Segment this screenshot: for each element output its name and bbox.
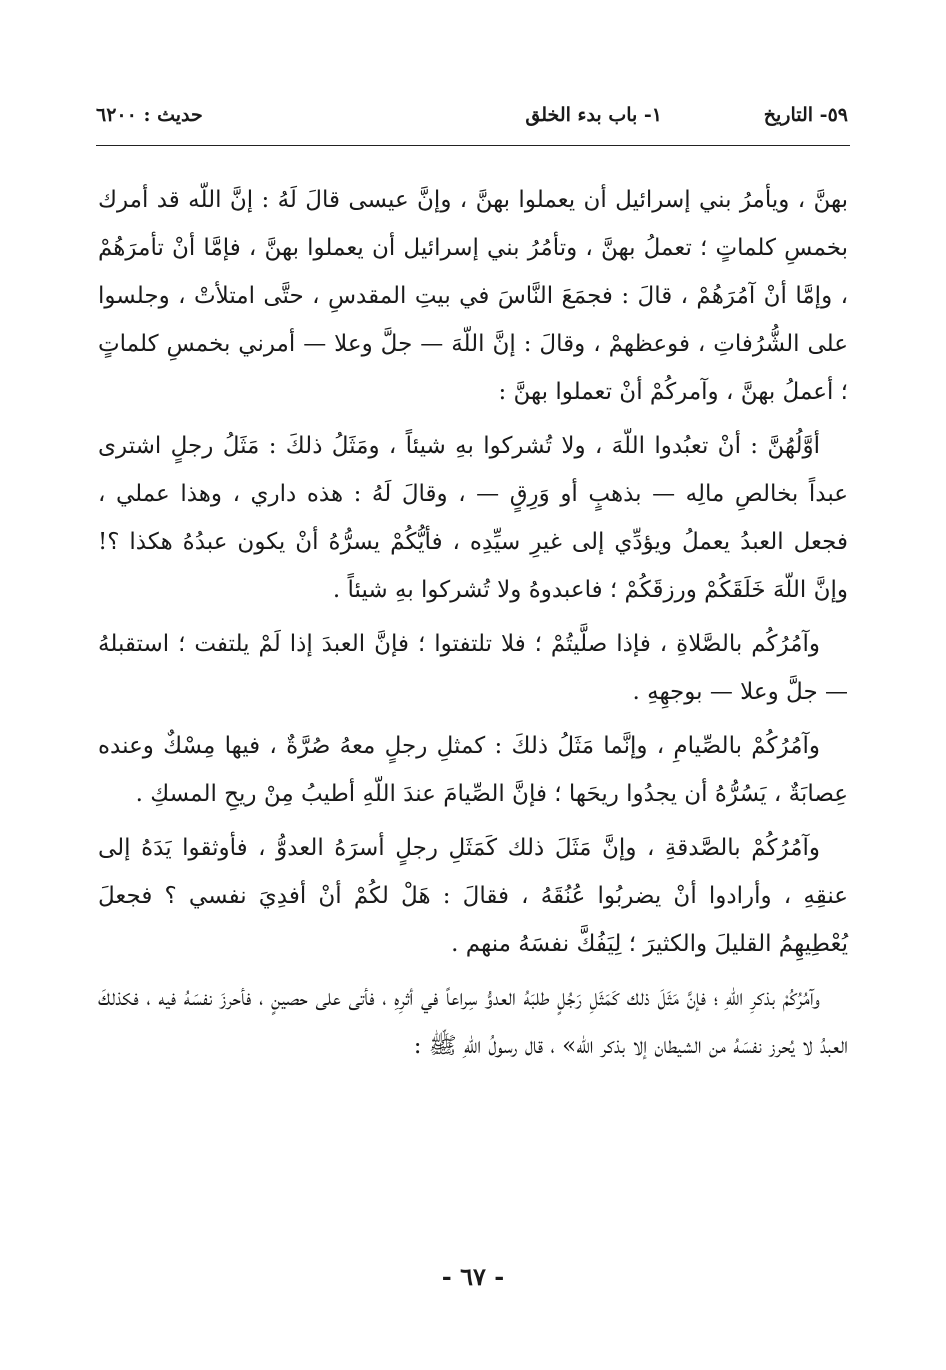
paragraph: وآمُرُكُمْ بذكرِ اللّهِ ؛ فإنَّ مَثَلَ ذلك كَمَثَلِ رَجُلٍ طلبَهُ العدوُّ سِراعاً في أثرِهِ ، فأتى على حصينٍ ، فأحرزَ نفسَهُ فيه ، فكذلكَ العبدُ لا يُحرز نفسَهُ من الشيطان إلا بذكر اللّه» ، قال رسولُ اللّهِ ﷺ :: [98, 985, 848, 1059]
paragraph: وآمُرُكُمْ بالصِّيامِ ، وإنَّما مَثَلُ ذلكَ : كمثلِ رجلٍ معهُ صُرَّةٌ ، فيها مِسْكٌ وعنده عِصابَةٌ ، يَسُرُّهُ أن يجدُوا ريحَها ؛ فإنَّ الصِّيامَ عندَ اللّهِ أطيبُ مِنْ ريحِ المسكِ .: [98, 733, 848, 807]
paragraph: بهنَّ ، ويأمرُ بني إسرائيل أن يعملوا بهنَّ ، وإنَّ عيسى قالَ لَهُ : إنَّ اللّه قد أمرك بخمسِ كلماتٍ ؛ تعملُ بهنَّ ، وتأمُرُ بني إسرائيل أن يعملوا بهنَّ ، فإمَّا أنْ تأمرَهُمْ ، وإمَّا أنْ آمُرَهُمْ ، قالَ : فجمَعَ النَّاسَ في بيتِ المقدسِ ، حتَّى امتلأتْ ، وجلسوا على الشُّرُفاتِ ، فوعظهمْ ، وقالَ : إنَّ اللّهَ — جلَّ وعلا — أمرني بخمسِ كلماتٍ ؛ أعملُ بهنَّ ، وآمركُمْ أنْ تعملوا بهنَّ :: [98, 187, 848, 405]
page-number: - ٦٧ -: [441, 1262, 505, 1291]
paragraph: أوَّلُهُنَّ : أنْ تعبُدوا اللّهَ ، ولا تُشركوا بهِ شيئاً ، ومَثَلُ ذلكَ : مَثَلُ رجلٍ اشترى عبداً بخالصِ مالِه — بذهبٍ أو وَرِقٍ — ، وقالَ لَهُ : هذه داري ، وهذا عملي ، فجعل العبدُ يعملُ ويؤدِّي إلى غيرِ سيِّدِه ، فأيُّكُمْ يسرُّهُ أنْ يكون عبدُهُ هكذا ؟! وإنَّ اللّهَ خَلَقَكُمْ ورزقَكُمْ ؛ فاعبدوهُ ولا تُشركوا بهِ شيئاً .: [98, 433, 848, 603]
paragraph: وآمُرُكُمْ بالصَّدقةِ ، وإنَّ مَثَلَ ذلك كَمَثَلِ رجلٍ أسرَهُ العدوُّ ، فأوثقوا يَدَهُ إلى عنقِهِ ، وأرادوا أنْ يضربُوا عُنُقَهُ ، فقالَ : هَلْ لكُمْ أنْ أفدِيَ نفسي ؟ فجعلَ يُعْطِيهِمُ القليلَ والكثيرَ ؛ لِيَفُكَّ نفسَهُ منهم .: [98, 835, 848, 957]
running-header: [96, 100, 848, 140]
header-section-title: ١- باب بدء الخلق: [525, 104, 662, 126]
body-text: [98, 176, 848, 1070]
header-hadith-number: حديث : ٦٢٠٠: [96, 104, 203, 126]
header-chapter-title: ٥٩- التاريخ: [763, 104, 848, 126]
header-divider: [96, 145, 850, 146]
paragraph: وآمُرُكُم بالصَّلاةِ ، فإذا صلَّيتُمْ ؛ فلا تلتفتوا ؛ فإنَّ العبدَ إذا لَمْ يلتفت ؛ استقبلهُ — جلَّ وعلا — بوجهِهِ .: [98, 631, 848, 705]
